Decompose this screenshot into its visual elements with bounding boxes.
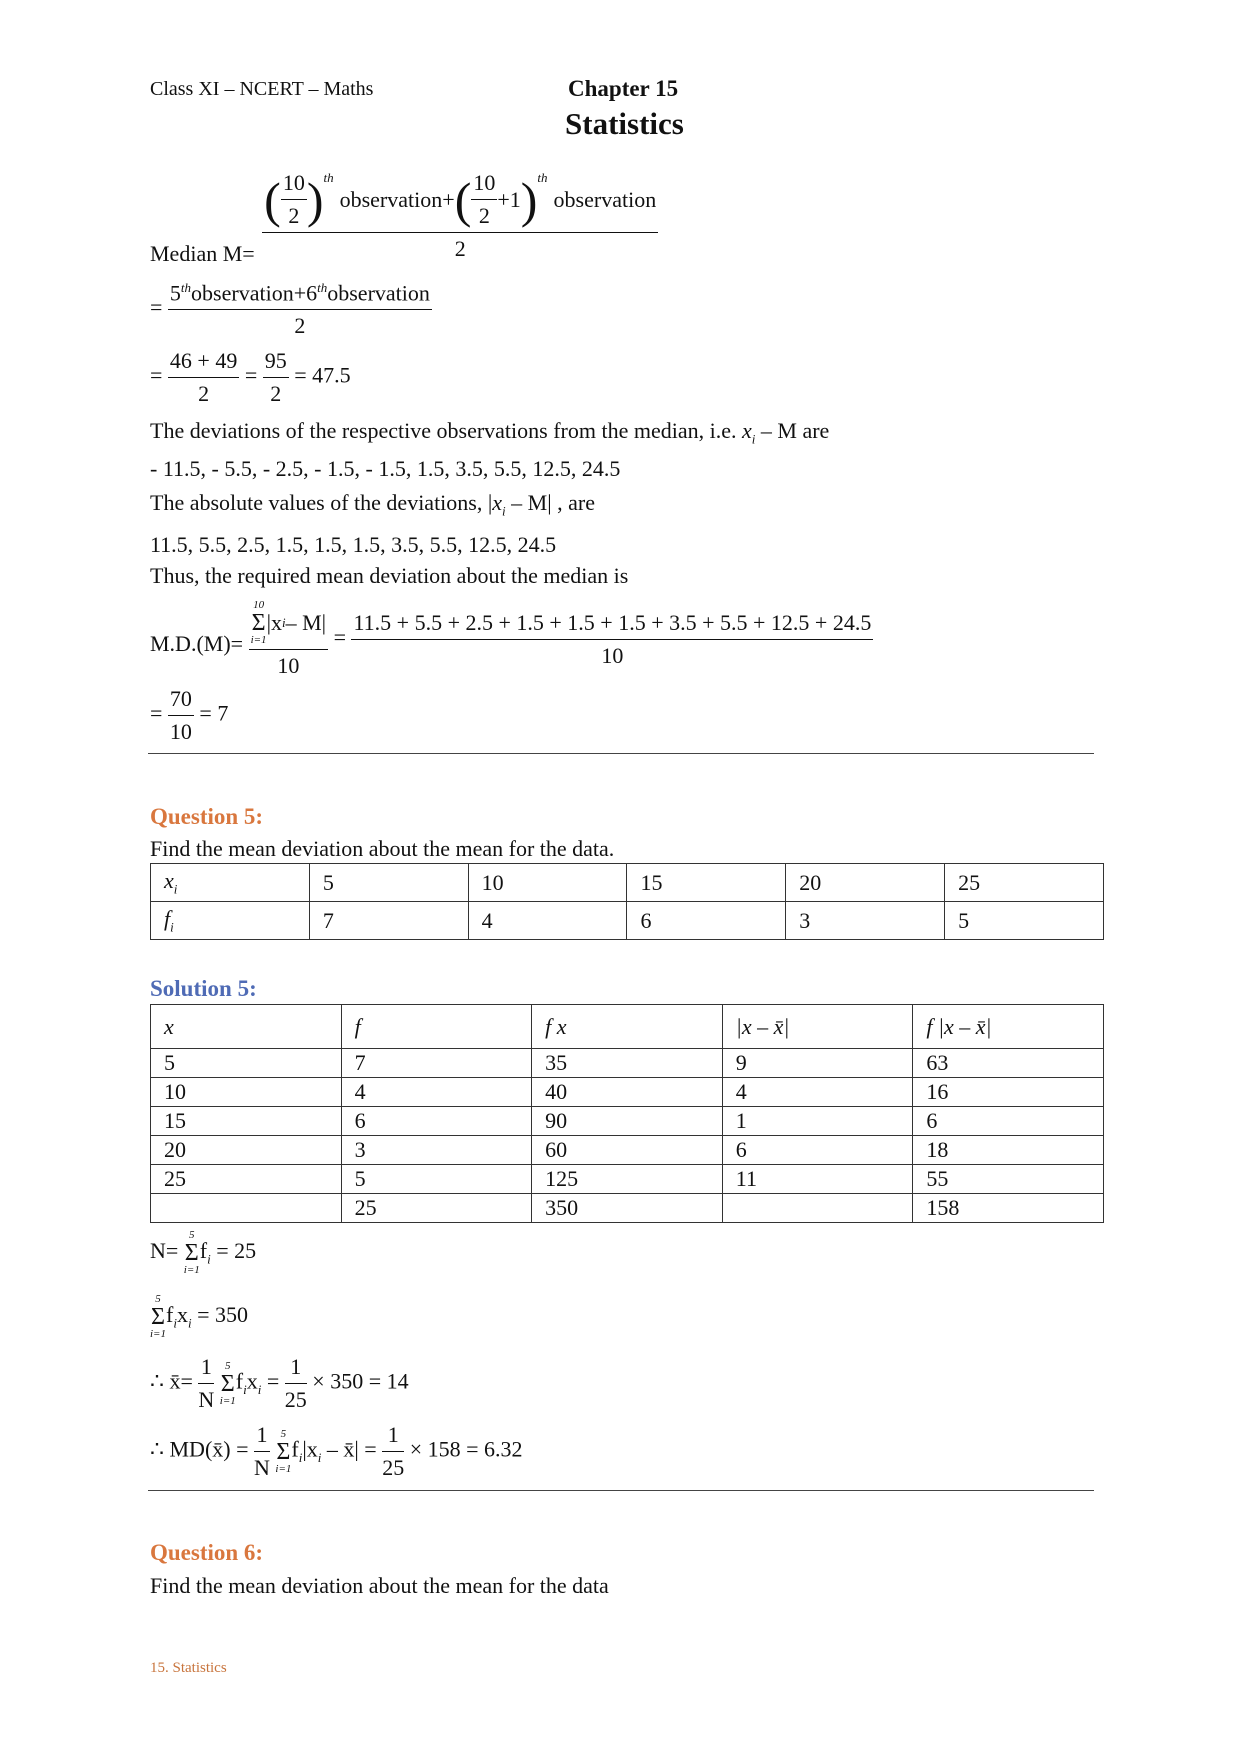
deviations-values: - 11.5, - 5.5, - 2.5, - 1.5, - 1.5, 1.5, 3.5, 5.5, 12.5, 24.5 xyxy=(150,456,621,481)
subject-title: Statistics xyxy=(565,106,684,141)
solution5-heading: Solution 5: xyxy=(150,976,257,1001)
table-row: $x_i$ 5 10 15 20 25 xyxy=(151,864,1104,902)
question6-text: Find the mean deviation about the mean for the data xyxy=(150,1573,609,1598)
median-fraction: ( $\frac{10}{2}$ ) $^{th}$ observation + ( $\frac{10}{2}$ +1 ) $^{th}$ observation 2 xyxy=(264,170,657,261)
deviations-intro: The deviations of the respective observations from the median, i.e. $x_i$ – M are xyxy=(150,418,830,447)
chapter-title: Chapter 15 xyxy=(568,76,679,101)
median-step2: = $\frac{5^{th}observation+6^{th}observation}{2}$ xyxy=(150,280,430,339)
median-step3: = $\frac{46 + 49}{2}$ = $\frac{95}{2}$ = 47.5 xyxy=(150,348,351,406)
class-label: Class XI – NCERT – Maths xyxy=(150,78,374,100)
table-row: 5 7 35 9 63 xyxy=(151,1049,1104,1078)
table-row: 10 4 40 4 16 xyxy=(151,1078,1104,1107)
table-header-row: x f f x |x – x̄| f |x – x̄| xyxy=(151,1005,1104,1049)
median-formula: Median M= ( $\frac{10}{2}$ ) $^{th}$ observation + ( $\frac{10}{2}$ +1 ) $^{th}$ observation 2 xyxy=(150,170,657,267)
md-mean-formula: ∴ MD(x̄) = $\frac{1}{N}$ 5 Σ i=1 $f_i|x_i$ – x̄| = $\frac{1}{25}$ × 158 = 6.32 xyxy=(150,1422,523,1480)
abs-intro: The absolute values of the deviations, $|x_i - M|$ , are xyxy=(150,490,595,519)
table-row: 15 6 90 1 6 xyxy=(151,1107,1104,1136)
md-median-formula: M.D.(M)= 10 Σ i=1 |x i – M| 10 = $\frac{11.5 + 5.5 + 2.5 + 1.5 + 1.5 + 1.5 + 3.5 + 5.5 + 12.5 + 24.5}{10}$ xyxy=(150,599,872,678)
mean-formula: ∴ x̄= $\frac{1}{N}$ 5 Σ i=1 $f_ix_i$ = $\frac{1}{25}$ × 350 = 14 xyxy=(150,1354,409,1412)
thus-text: Thus, the required mean deviation about the median is xyxy=(150,563,629,588)
table-total-row: 25 350 158 xyxy=(151,1194,1104,1223)
question6-heading: Question 6: xyxy=(150,1540,264,1565)
fx-sum: 5 Σ i=1 $f_ix_i = 350$ xyxy=(150,1293,248,1340)
divider-1 xyxy=(148,753,1094,754)
md-median-result: = $\frac{70}{10}$ = 7 xyxy=(150,686,229,744)
abs-values: 11.5, 5.5, 2.5, 1.5, 1.5, 1.5, 3.5, 5.5, 12.5, 24.5 xyxy=(150,532,557,557)
table-row: $f_i$ 7 4 6 3 5 xyxy=(151,902,1104,940)
divider-2 xyxy=(148,1490,1094,1491)
solution5-table xyxy=(150,1004,1104,1223)
table-row: 20 3 60 6 18 xyxy=(151,1136,1104,1165)
question5-heading: Question 5: xyxy=(150,804,264,829)
footer-label: 15. Statistics xyxy=(150,1660,227,1676)
question5-text: Find the mean deviation about the mean for the data. xyxy=(150,836,615,861)
n-sum: N= 5 Σ i=1 $f_i = 25$ xyxy=(150,1229,257,1276)
table-row: 25 5 125 11 55 xyxy=(151,1165,1104,1194)
question5-table xyxy=(150,863,1104,940)
